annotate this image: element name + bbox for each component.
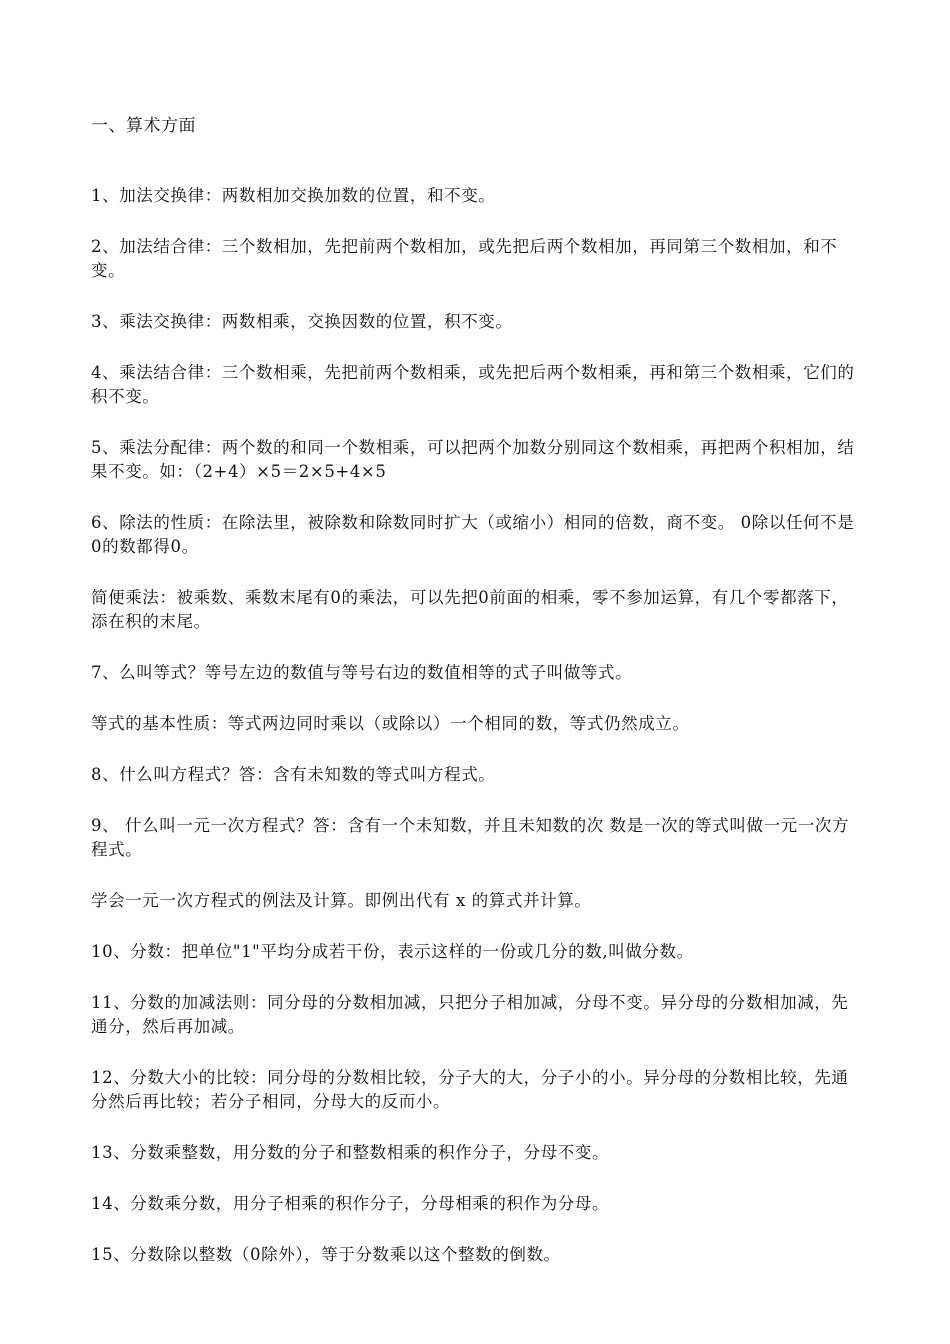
paragraph-5: 5、乘法分配律：两个数的和同一个数相乘，可以把两个加数分别同这个数相乘，再把两个积相加，结果不变。如：（2+4）×5＝2×5+4×5 [91,438,855,481]
paragraph-10: 10、分数：把单位"1"平均分成若干份，表示这样的一份或几分的数,叫做分数。 [91,942,694,961]
paragraph-8: 8、什么叫方程式？答：含有未知数的等式叫方程式。 [91,765,496,784]
section-heading: 一、算术方面 [91,116,196,136]
paragraph-12: 12、分数大小的比较：同分母的分数相比较，分子大的大，分子小的小。异分母的分数相比较，先通分然后再比较；若分子相同，分母大的反而小。 [91,1068,849,1111]
paragraph-7: 7、么叫等式？等号左边的数值与等号右边的数值相等的式子叫做等式。 [91,663,633,682]
paragraph-4: 4、乘法结合律：三个数相乘，先把前两个数相乘，或先把后两个数相乘，再和第三个数相乘，它们的积不变。 [91,363,855,406]
paragraph-15: 15、分数除以整数（0除外），等于分数乘以这个整数的倒数。 [91,1245,561,1264]
paragraph-equation-property: 等式的基本性质：等式两边同时乘以（或除以）一个相同的数，等式仍然成立。 [91,714,690,733]
paragraph-linear-equation-practice: 学会一元一次方程式的例法及计算。即例出代有 x 的算式并计算。 [91,891,592,910]
paragraph-11: 11、分数的加减法则：同分母的分数相加减，只把分子相加减，分母不变。异分母的分数相加减，先通分，然后再加减。 [91,993,849,1036]
paragraph-1: 1、加法交换律：两数相加交换加数的位置，和不变。 [91,186,496,205]
paragraph-3: 3、乘法交换律：两数相乘，交换因数的位置，积不变。 [91,312,513,331]
paragraph-13: 13、分数乘整数，用分数的分子和整数相乘的积作分子，分母不变。 [91,1143,610,1162]
paragraph-list [91,184,862,1267]
paragraph-2: 2、加法结合律：三个数相加，先把前两个数相加，或先把后两个数相加，再同第三个数相加，和不变。 [91,237,838,280]
paragraph-9: 9、 什么叫一元一次方程式？答：含有一个未知数，并且未知数的次 数是一次的等式叫做一元一次方程式。 [91,816,850,859]
paragraph-14: 14、分数乘分数，用分子相乘的积作分子，分母相乘的积作为分母。 [91,1194,610,1213]
paragraph-simple-multiplication: 简便乘法：被乘数、乘数末尾有0的乘法，可以先把0前面的相乘，零不参加运算，有几个零都落下，添在积的末尾。 [91,588,849,631]
paragraph-6: 6、除法的性质：在除法里，被除数和除数同时扩大（或缩小）相同的倍数，商不变。 0除以任何不是0的数都得0。 [91,513,855,556]
